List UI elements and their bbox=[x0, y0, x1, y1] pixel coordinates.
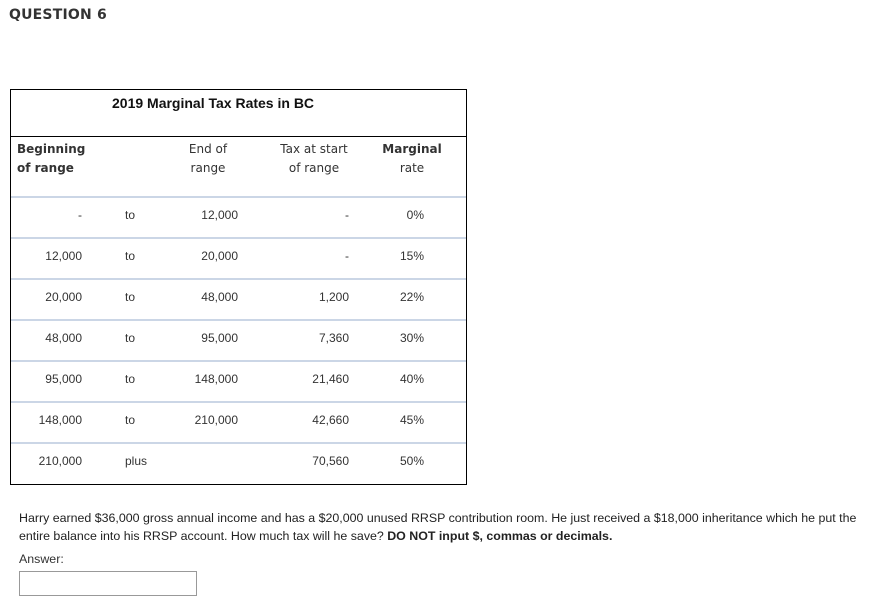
cell-tax: - bbox=[345, 208, 349, 222]
cell-rate: 45% bbox=[399, 413, 424, 427]
cell-begin: 148,000 bbox=[38, 413, 82, 427]
cell-separator: to bbox=[125, 249, 136, 263]
table-title-row bbox=[11, 90, 466, 137]
cell-end: 210,000 bbox=[194, 413, 238, 427]
cell-separator: plus bbox=[125, 454, 148, 468]
header-end-line1: End of bbox=[188, 142, 228, 156]
table-title: 2019 Marginal Tax Rates in BC bbox=[112, 95, 315, 111]
cell-rate: 0% bbox=[406, 208, 424, 222]
question-text bbox=[19, 509, 879, 545]
cell-rate: 15% bbox=[399, 249, 424, 263]
question-body: Harry earned $36,000 gross annual income and has a $20,000 unused RRSP contribution room. He just received a $18,000 inheritance which he put the entire balance into his RRSP account. How much tax will he save? bbox=[19, 511, 857, 543]
question-instruction: DO NOT input $, commas or decimals. bbox=[387, 529, 613, 543]
header-end-of-range bbox=[183, 140, 233, 178]
header-rate-line1: Marginal bbox=[382, 142, 442, 156]
cell-rate: 22% bbox=[399, 290, 424, 304]
table-row bbox=[11, 196, 466, 237]
cell-rate: 30% bbox=[399, 331, 424, 345]
table-row bbox=[11, 442, 466, 483]
cell-separator: to bbox=[125, 290, 136, 304]
cell-begin: 210,000 bbox=[38, 454, 82, 468]
table-body bbox=[11, 196, 466, 484]
cell-rate: 50% bbox=[399, 454, 424, 468]
header-tax-line2: of range bbox=[288, 161, 340, 175]
cell-end: 95,000 bbox=[201, 331, 238, 345]
cell-separator: to bbox=[125, 372, 136, 386]
header-end-line2: range bbox=[190, 161, 226, 175]
cell-begin: 12,000 bbox=[45, 249, 82, 263]
header-beginning-line2: of range bbox=[17, 161, 74, 175]
answer-input[interactable] bbox=[19, 571, 197, 596]
question-number: QUESTION 6 bbox=[9, 7, 107, 23]
table-row bbox=[11, 319, 466, 360]
header-tax-at-start bbox=[269, 140, 359, 178]
table-row bbox=[11, 401, 466, 442]
header-rate-line2: rate bbox=[399, 161, 425, 175]
cell-tax: 42,660 bbox=[312, 413, 349, 427]
cell-tax: 21,460 bbox=[312, 372, 349, 386]
cell-end: 20,000 bbox=[201, 249, 238, 263]
header-beginning-of-range bbox=[17, 140, 85, 178]
cell-end: 48,000 bbox=[201, 290, 238, 304]
cell-begin: 20,000 bbox=[45, 290, 82, 304]
table-row bbox=[11, 360, 466, 401]
table-header-row bbox=[11, 136, 466, 196]
header-tax-line1: Tax at start bbox=[280, 142, 348, 156]
table-row bbox=[11, 278, 466, 319]
cell-tax: - bbox=[345, 249, 349, 263]
cell-end: 148,000 bbox=[194, 372, 238, 386]
cell-tax: 1,200 bbox=[318, 290, 349, 304]
cell-begin: 48,000 bbox=[45, 331, 82, 345]
table-row bbox=[11, 237, 466, 278]
cell-begin: 95,000 bbox=[45, 372, 82, 386]
cell-begin: - bbox=[78, 208, 82, 222]
cell-tax: 70,560 bbox=[312, 454, 349, 468]
header-marginal-rate bbox=[379, 140, 445, 178]
cell-separator: to bbox=[125, 208, 136, 222]
answer-label: Answer: bbox=[19, 552, 64, 566]
cell-rate: 40% bbox=[399, 372, 424, 386]
cell-tax: 7,360 bbox=[318, 331, 349, 345]
tax-rate-table bbox=[10, 89, 467, 485]
cell-separator: to bbox=[125, 331, 136, 345]
header-beginning-line1: Beginning bbox=[17, 142, 86, 156]
cell-end: 12,000 bbox=[201, 208, 238, 222]
cell-separator: to bbox=[125, 413, 136, 427]
